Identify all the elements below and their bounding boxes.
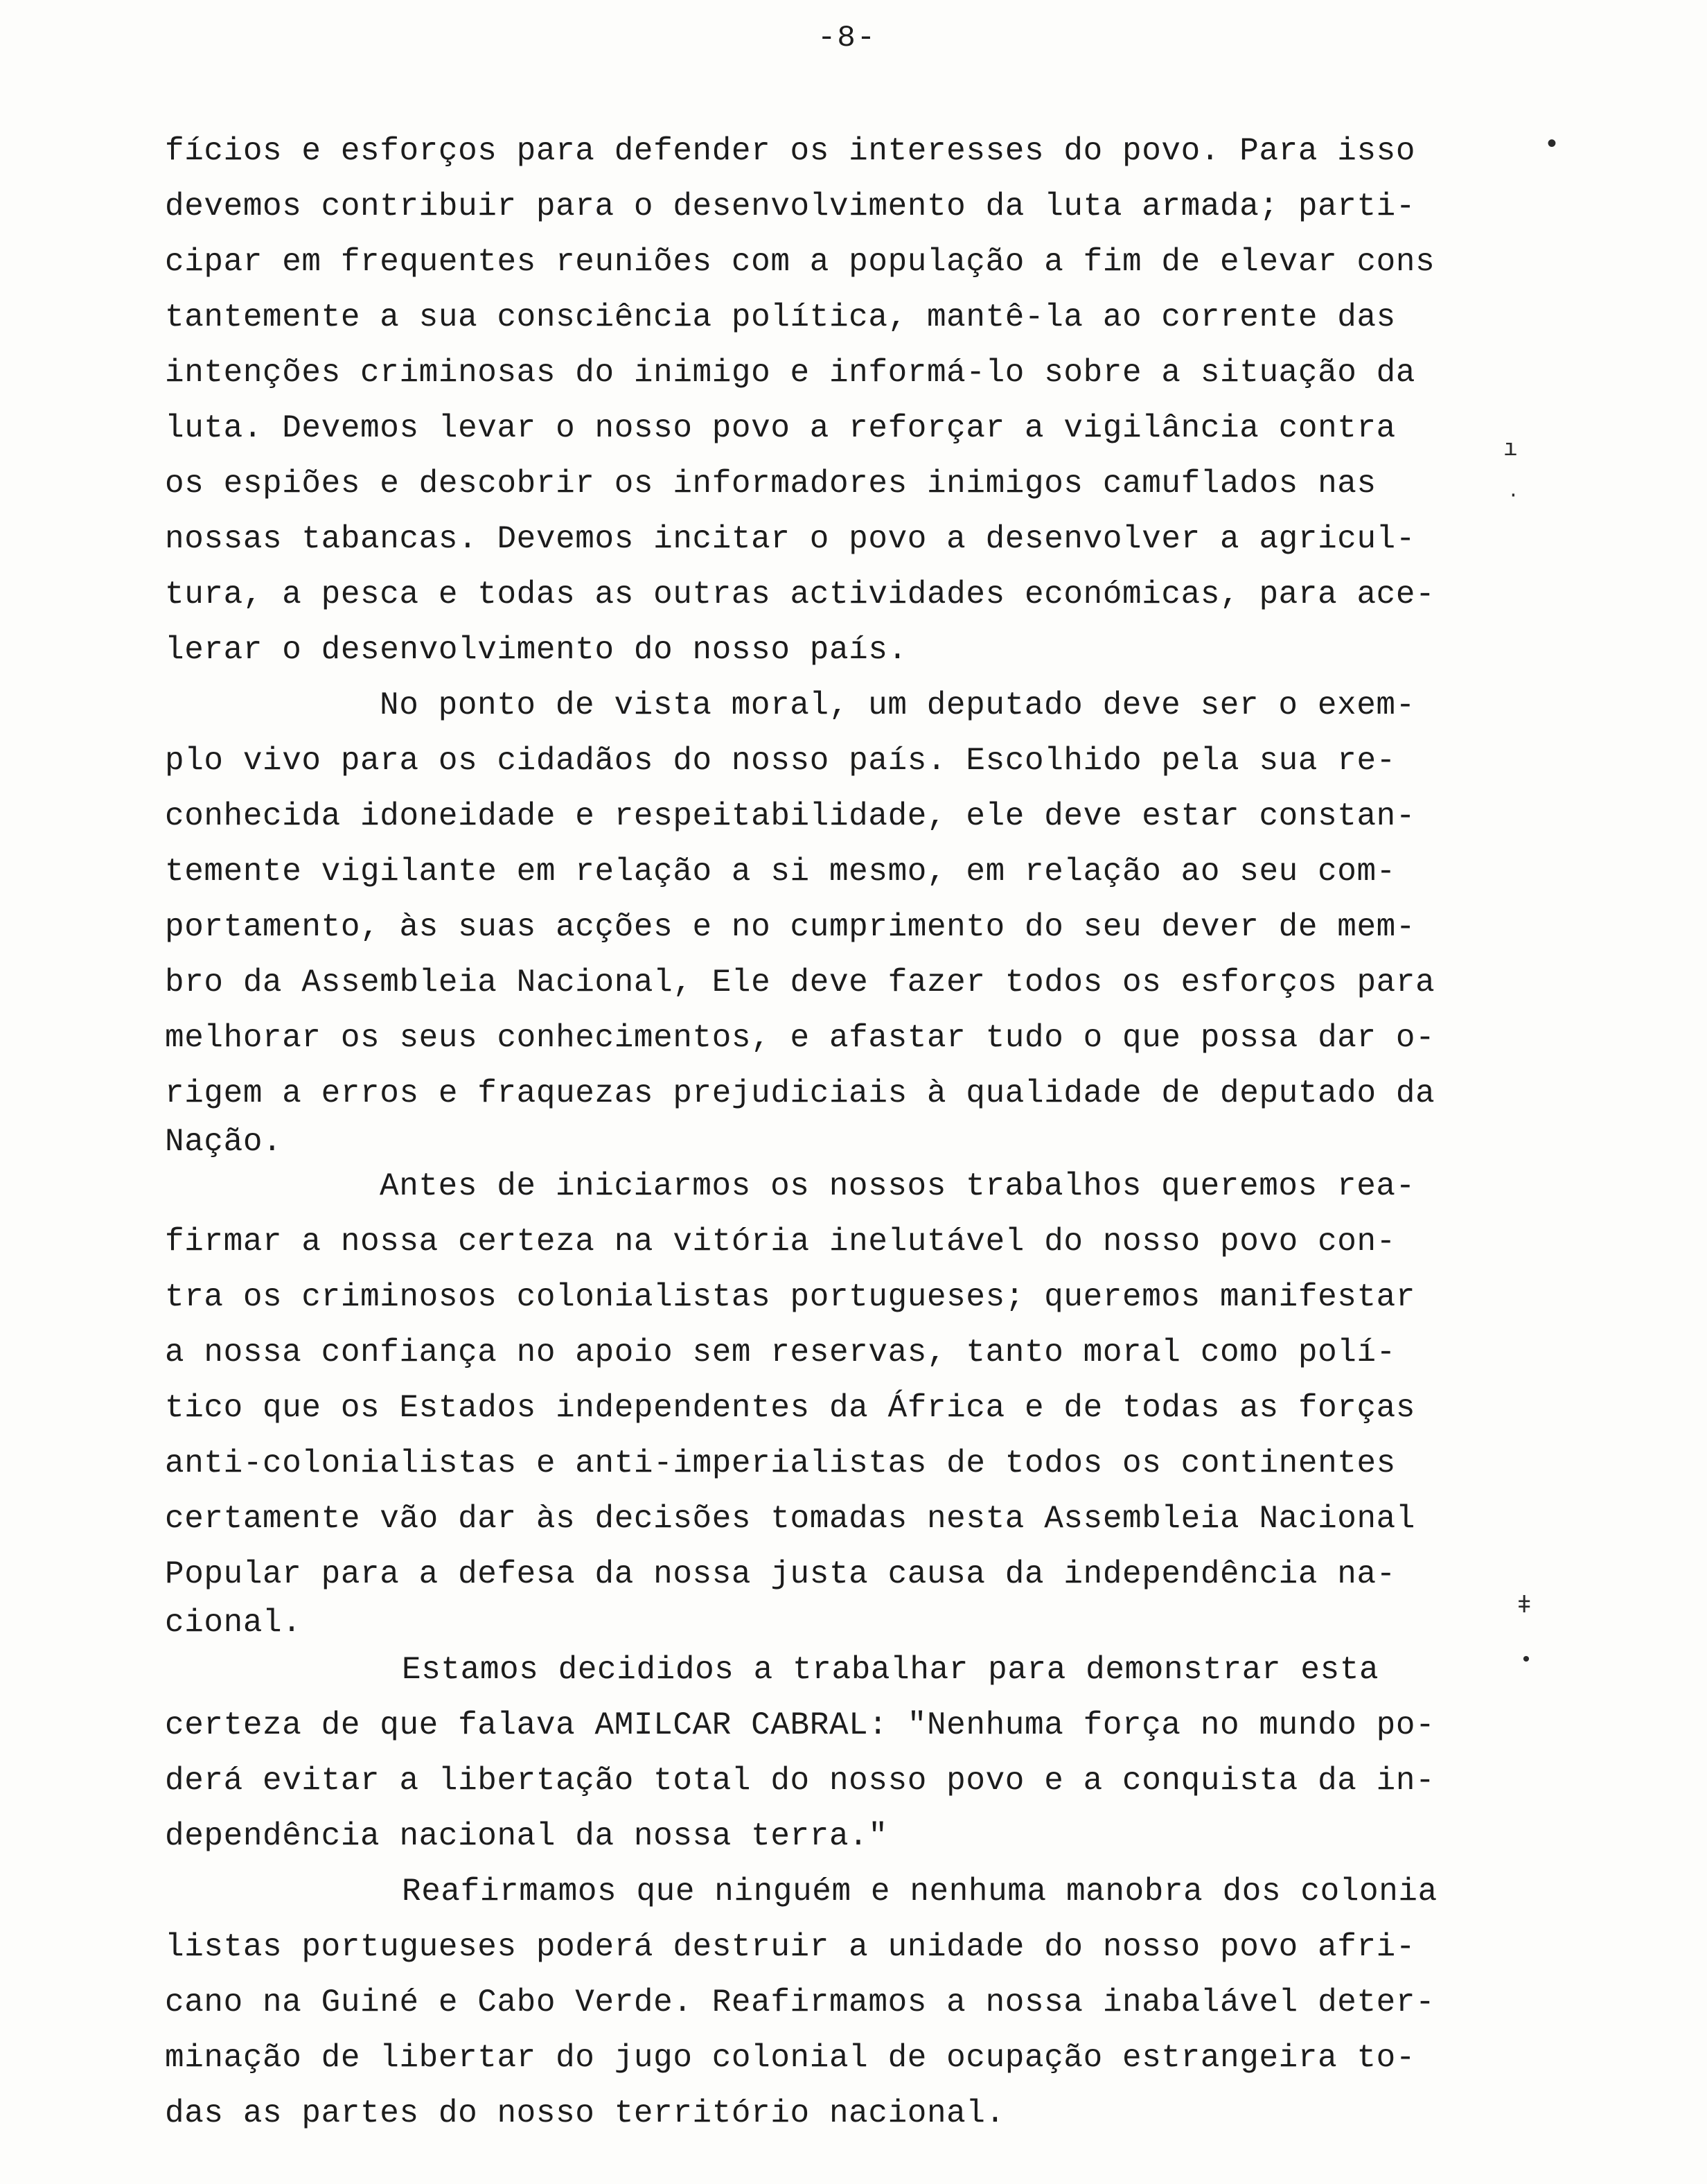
text-line: cano na Guiné e Cabo Verde. Reafirmamos a nossa inabalável deter- — [165, 1984, 1435, 2020]
scan-speck-icon: • — [1544, 130, 1561, 161]
text-line: firmar a nossa certeza na vitória inelutável do nosso povo con- — [165, 1224, 1396, 1260]
text-line: derá evitar a libertação total do nosso povo e a conquista da in- — [165, 1763, 1435, 1799]
text-line: a nossa confiança no apoio sem reservas, tanto moral como polí- — [165, 1335, 1396, 1371]
text-line: tico que os Estados independentes da África e de todas as forças — [165, 1390, 1416, 1426]
text-line: conhecida idoneidade e respeitabilidade, ele deve estar constan- — [165, 798, 1416, 834]
text-line: rigem a erros e fraquezas prejudiciais à qualidade de deputado da — [165, 1075, 1435, 1111]
text-line: temente vigilante em relação a si mesmo, em relação ao seu com- — [165, 854, 1396, 890]
scan-speck-icon: ı — [1503, 437, 1518, 463]
text-line: devemos contribuir para o desenvolvimento da luta armada; parti- — [165, 188, 1416, 224]
text-line: portamento, às suas acções e no cumprimento do seu dever de mem- — [165, 909, 1416, 945]
text-line: luta. Devemos levar o nosso povo a reforçar a vigilância contra — [165, 410, 1396, 446]
scan-speck-icon: ǂ — [1517, 1594, 1532, 1620]
text-line: plo vivo para os cidadãos do nosso país. Escolhido pela sua re- — [165, 743, 1396, 779]
text-line: certamente vão dar às decisões tomadas nesta Assembleia Nacional — [165, 1501, 1416, 1537]
scan-speck-icon: · — [1507, 485, 1519, 507]
text-line: bro da Assembleia Nacional, Ele deve fazer todos os esforços para — [165, 965, 1435, 1001]
text-line: listas portugueses poderá destruir a unidade do nosso povo afri- — [165, 1929, 1416, 1965]
text-line: das as partes do nosso território nacional. — [165, 2095, 1005, 2131]
text-line: Reafirmamos que ninguém e nenhuma manobra dos colonia — [402, 1874, 1438, 1910]
text-line: anti-colonialistas e anti-imperialistas de todos os continentes — [165, 1445, 1396, 1481]
text-line: tantemente a sua consciência política, mantê-la ao corrente das — [165, 299, 1396, 335]
scan-speck-icon: • — [1520, 1649, 1533, 1673]
text-line: minação de libertar do jugo colonial de ocupação estrangeira to- — [165, 2040, 1416, 2076]
text-line: fícios e esforços para defender os interesses do povo. Para isso — [165, 133, 1416, 169]
text-line: nossas tabancas. Devemos incitar o povo a desenvolver a agricul- — [165, 521, 1416, 557]
text-line: cional. — [165, 1605, 302, 1641]
text-line: melhorar os seus conhecimentos, e afastar tudo o que possa dar o- — [165, 1020, 1435, 1056]
text-line: tra os criminosos colonialistas portugueses; queremos manifestar — [165, 1279, 1416, 1315]
text-line: Popular para a defesa da nossa justa causa da independência na- — [165, 1556, 1396, 1592]
text-line: dependência nacional da nossa terra." — [165, 1818, 888, 1854]
text-line: Nação. — [165, 1124, 283, 1160]
text-line: tura, a pesca e todas as outras actividades económicas, para ace- — [165, 576, 1435, 613]
text-line: os espiões e descobrir os informadores inimigos camuflados nas — [165, 466, 1377, 502]
text-line: lerar o desenvolvimento do nosso país. — [165, 632, 908, 668]
text-line: No ponto de vista moral, um deputado deve ser o exem- — [380, 687, 1415, 723]
text-line: cipar em frequentes reuniões com a população a fim de elevar cons — [165, 244, 1435, 280]
page-number: -8- — [817, 21, 877, 55]
text-line: Estamos decididos a trabalhar para demonstrar esta — [402, 1652, 1379, 1688]
text-line: intenções criminosas do inimigo e informá-lo sobre a situação da — [165, 355, 1416, 391]
text-line: certeza de que falava AMILCAR CABRAL: "Nenhuma força no mundo po- — [165, 1707, 1435, 1743]
text-line: Antes de iniciarmos os nossos trabalhos queremos rea- — [380, 1168, 1415, 1204]
